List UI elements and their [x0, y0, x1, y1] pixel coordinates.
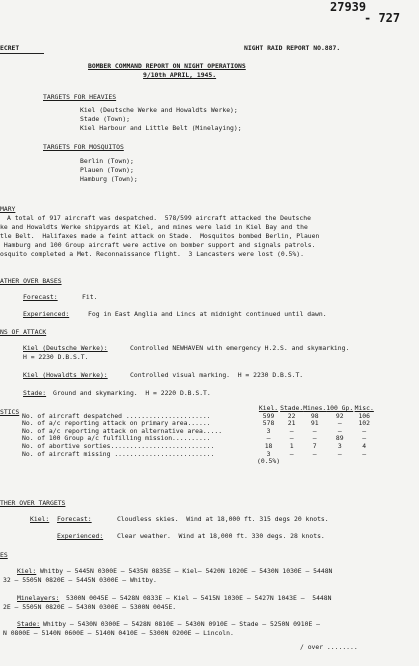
stats-cell: 3	[266, 449, 271, 458]
stats-cell: 102	[358, 419, 370, 428]
page-number: - 727	[364, 11, 401, 25]
stats-row-label: No. of aircraft despatched ......................	[22, 411, 211, 420]
stats-cell: 599	[262, 411, 275, 420]
target-heavies-2: Stade (Town);	[80, 115, 131, 123]
stats-cell: –	[337, 419, 342, 428]
stats-cell: 1	[289, 441, 294, 450]
stats-cell: 7	[312, 441, 317, 450]
stats-row-label	[22, 458, 257, 466]
stats-row-label: No. of aircraft missing ..........................	[22, 449, 215, 458]
weather-targets-heading: THER OVER TARGETS	[0, 499, 66, 507]
stats-cell: (0.5%)	[257, 457, 281, 466]
stats-cell: 4	[362, 441, 367, 450]
weather-bases-experienced-label: Experienced:	[23, 310, 70, 318]
attack-kiel-dw-time: H = 2230 D.B.S.T.	[23, 353, 89, 361]
stats-cell: –	[312, 434, 317, 443]
stats-col-100gp: 100 Gp.	[326, 404, 354, 412]
routes-minelayers-line-2: 2E – 5505N 0820E – 5430N 0300E – 5300N 0045E.	[3, 603, 177, 611]
stats-cell	[326, 458, 353, 466]
attack-stade-text: Ground and skymarking. H = 2220 D.B.S.T.	[53, 389, 211, 397]
stats-cell: 22	[287, 411, 296, 420]
routes-stade-line-2: N 0800E – 5140N 0600E – 5140N 0410E – 5300N 0200E – Lincoln.	[3, 629, 234, 637]
stats-row-label: No. of 100 Group a/c fulfilling mission..........	[22, 434, 211, 443]
routes-kiel-label: Kiel:	[17, 567, 37, 575]
routes-minelayers-line-1: 5300N 0045E – 5428N 0833E – Kiel – 5415N 1030E – 5427N 1043E – 5448N	[66, 594, 332, 602]
attack-kiel-hw-text: Controlled visual marking. H = 2230 D.B.S.T.	[130, 371, 304, 379]
routes-kiel-line-2: 32 – 5505N 0820E – 5445N 0300E – Whitby.	[3, 576, 157, 584]
stats-cell	[303, 458, 326, 466]
weather-targets-experienced: Clear weather. Wind at 18,000 ft. 330 degs. 28 knots.	[117, 532, 325, 540]
routes-kiel-line-1: Whitby – 5445N 0300E – 5435N 0835E – Kiel– 5420N 1020E – 5430N 1030E – 5448N	[40, 567, 333, 575]
weather-targets-forecast-label: Forecast:	[57, 515, 92, 523]
stats-cell: –	[312, 449, 317, 458]
summary-line-4: Hamburg and 100 Group aircraft were active on bomber support and signals patrols.	[0, 241, 316, 249]
stats-heading: STICS	[0, 408, 20, 416]
stats-cell: –	[362, 449, 367, 458]
routes-minelayers-label: Minelayers:	[17, 594, 60, 602]
stats-cell: –	[362, 434, 367, 443]
attack-kiel-dw-label: Kiel (Deutsche Werke):	[23, 344, 108, 352]
target-heavies-3: Kiel Harbour and Little Belt (Minelaying);	[80, 124, 242, 132]
weather-bases-experienced: Fog in East Anglia and Lincs at midnight continued until dawn.	[88, 310, 327, 318]
table-row	[22, 458, 375, 466]
stats-cell: 98	[310, 411, 319, 420]
weather-bases-heading: ATHER OVER BASES	[0, 277, 62, 285]
targets-mosquitos-heading: TARGETS FOR MOSQUITOS	[43, 143, 124, 151]
target-mosquitos-1: Berlin (Town);	[80, 157, 134, 165]
summary-line-5: osquito completed a Met. Reconnaissance flight. 3 Lancasters were lost (0.5%).	[0, 250, 304, 258]
stats-cell: 21	[287, 419, 296, 428]
report-date: 9/10th APRIL, 1945.	[143, 71, 217, 79]
table-row	[22, 451, 375, 459]
target-heavies-1: Kiel (Deutsche Werke and Howaldts Werke);	[80, 106, 238, 114]
stats-cell: –	[337, 426, 342, 435]
stats-cell	[280, 458, 303, 466]
stats-table	[22, 405, 375, 466]
stats-cell: –	[289, 426, 294, 435]
stats-cell: –	[312, 426, 317, 435]
security-classification: ECRET	[0, 44, 20, 52]
attack-kiel-hw-label: Kiel (Howaldts Werke):	[23, 371, 108, 379]
routes-stade-line-1: Whitby – 5430N 0300E – 5428N 0810E – 5430N 0910E – Stade – 5250N 0910E –	[43, 620, 321, 628]
stats-row-label: No. of a/c reporting attack on primary area......	[22, 419, 211, 428]
stats-cell: 18	[264, 441, 273, 450]
stats-cell: 91	[310, 419, 319, 428]
stats-col-stade: Stade.	[280, 404, 304, 412]
summary-line-2: ke and Howaldts Werke shipyards at Kiel, and mines were laid in Kiel Bay and the	[0, 223, 308, 231]
stats-cell: 3	[266, 426, 271, 435]
stats-cell: –	[362, 426, 367, 435]
weather-targets-kiel-label: Kiel:	[30, 515, 50, 523]
stats-cell: –	[289, 434, 294, 443]
weather-targets-experienced-label: Experienced:	[57, 532, 104, 540]
stats-cell: 92	[335, 411, 344, 420]
stats-col-kiel: Kiel.	[258, 404, 279, 412]
summary-line-3: tle Belt. Halifaxes made a feint attack on Stade. Mosquitos bombed Berlin, Plauen	[0, 232, 320, 240]
stats-col-mines: Mines.	[303, 404, 327, 412]
stats-cell: –	[266, 434, 271, 443]
stats-cell: 89	[335, 434, 344, 443]
attack-kiel-dw-text: Controlled NEWHAVEN with emergency H.2.S. and skymarking.	[130, 344, 350, 352]
routes-heading: ES	[0, 551, 8, 559]
report-title: BOMBER COMMAND REPORT ON NIGHT OPERATIONS	[88, 62, 246, 70]
summary-heading: MARY	[0, 205, 16, 213]
target-mosquitos-2: Plauen (Town);	[80, 166, 134, 174]
weather-bases-forecast: Fit.	[82, 293, 98, 301]
summary-line-1: A total of 917 aircraft was despatched. 578/599 aircraft attacked the Deutsche	[7, 214, 311, 222]
attack-heading: NS OF ATTACK	[0, 328, 47, 336]
stats-cell: 578	[262, 419, 275, 428]
stats-cell: 3	[337, 441, 342, 450]
stats-row-label: No. of abortive sorties...........................	[22, 441, 215, 450]
stats-cell: –	[337, 449, 342, 458]
target-mosquitos-3: Hamburg (Town);	[80, 175, 138, 183]
continued-over-note: / over ........	[300, 643, 358, 651]
stats-cell	[353, 458, 375, 466]
attack-stade-label: Stade:	[23, 389, 47, 397]
stats-cell: –	[289, 449, 294, 458]
stats-row-label: No. of a/c reporting attack on alternative area.....	[22, 426, 223, 435]
stats-cell: 106	[358, 411, 370, 420]
reference-number: 27939	[330, 0, 367, 14]
targets-heavies-heading: TARGETS FOR HEAVIES	[43, 93, 117, 101]
weather-targets-forecast: Cloudless skies. Wind at 18,000 ft. 315 degs 20 knots.	[117, 515, 329, 523]
weather-bases-forecast-label: Forecast:	[23, 293, 58, 301]
report-number: NIGHT RAID REPORT NO.887.	[244, 44, 341, 52]
security-underline	[0, 53, 44, 54]
stats-col-misc: Misc.	[354, 404, 374, 412]
routes-stade-label: Stade:	[17, 620, 41, 628]
